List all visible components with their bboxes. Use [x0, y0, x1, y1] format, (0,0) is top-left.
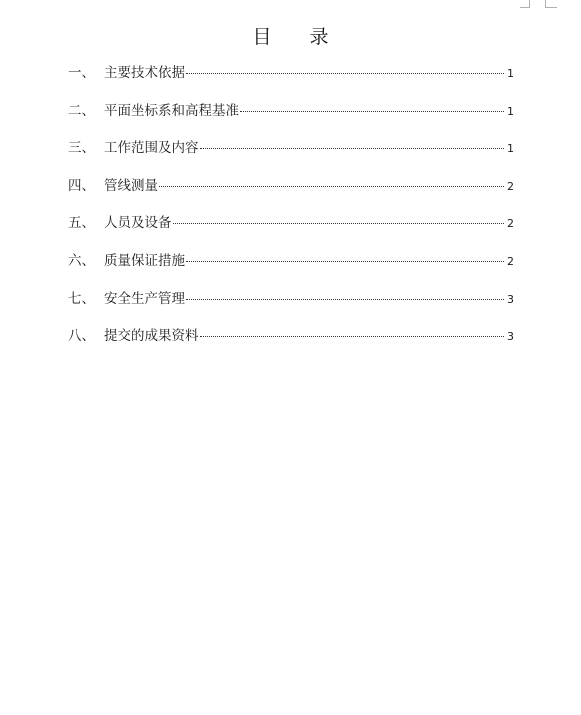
- crop-mark: [529, 0, 530, 8]
- toc-entry-page: 1: [507, 104, 514, 118]
- dot-leader: [200, 336, 505, 337]
- dot-leader: [186, 299, 504, 300]
- toc-title: 目 录: [252, 26, 345, 48]
- toc-entry-number: 一、: [68, 65, 95, 81]
- toc-entry-page: 2: [507, 254, 514, 268]
- toc-entry-text: 管线测量: [104, 177, 158, 194]
- toc-entry-number: 六、: [68, 252, 95, 269]
- toc-entry[interactable]: [68, 175, 514, 213]
- toc-entry-page: 1: [507, 67, 514, 80]
- toc-entry-number: 四、: [68, 177, 95, 194]
- toc-entry-text: 人员及设备: [104, 215, 172, 232]
- toc-entry-text: 平面坐标系和高程基准: [104, 102, 239, 119]
- toc-entry[interactable]: [68, 250, 514, 288]
- toc-entry-page: 3: [507, 330, 514, 344]
- dot-leader: [240, 111, 504, 112]
- toc-entry-page: 2: [507, 217, 514, 231]
- dot-leader: [159, 186, 504, 187]
- dot-leader: [173, 223, 505, 224]
- toc-entry-page: 1: [507, 142, 514, 156]
- toc-entry[interactable]: [68, 137, 514, 175]
- toc-entry[interactable]: [68, 100, 514, 138]
- table-of-contents: [68, 62, 514, 363]
- toc-entry-number: 七、: [68, 290, 95, 307]
- dot-leader: [200, 148, 505, 149]
- crop-mark: [545, 0, 546, 8]
- toc-entry-text: 主要技术依据: [104, 65, 185, 81]
- toc-entry-number: 五、: [68, 215, 95, 232]
- toc-entry[interactable]: [68, 325, 514, 363]
- toc-entry-number: 二、: [68, 102, 95, 119]
- toc-entry-number: 八、: [68, 328, 95, 345]
- dot-leader: [186, 73, 504, 74]
- dot-leader: [186, 261, 504, 262]
- toc-entry-number: 三、: [68, 140, 95, 157]
- crop-mark: [545, 7, 557, 8]
- toc-entry-text: 安全生产管理: [104, 290, 185, 307]
- toc-entry-text: 工作范围及内容: [104, 140, 199, 157]
- toc-entry-text: 质量保证措施: [104, 252, 185, 269]
- toc-entry-page: 2: [507, 179, 514, 193]
- toc-entry-text: 提交的成果资料: [104, 328, 199, 345]
- toc-entry[interactable]: [68, 288, 514, 326]
- toc-entry-page: 3: [507, 292, 514, 306]
- toc-entry[interactable]: [68, 62, 514, 100]
- toc-entry[interactable]: [68, 212, 514, 250]
